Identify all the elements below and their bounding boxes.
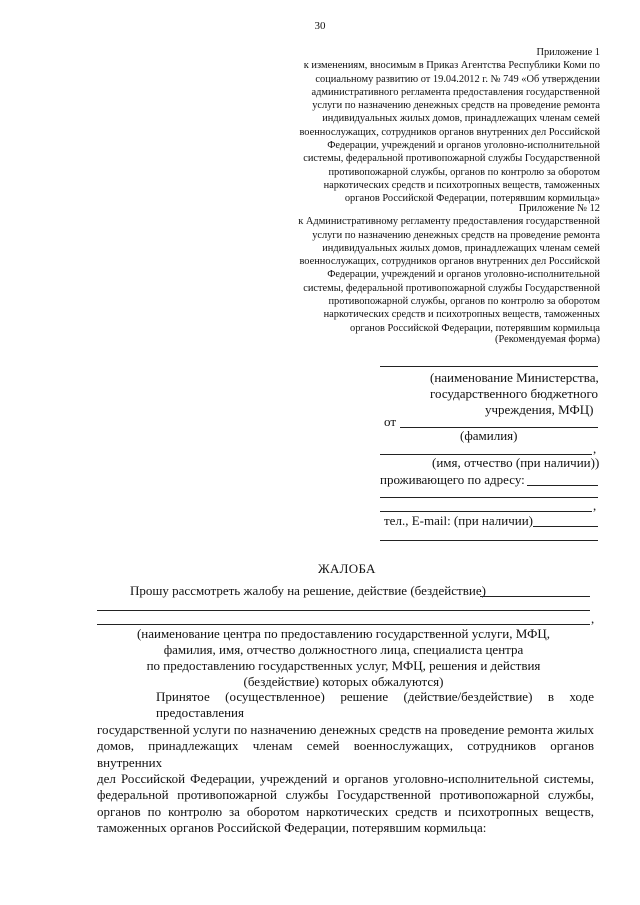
- ministry-caption-line: учреждения, МФЦ): [485, 402, 594, 417]
- appendix-12-block: [270, 202, 600, 335]
- ministry-caption-line: (наименование Министерства,: [430, 370, 599, 385]
- complaint-caption: [97, 626, 590, 690]
- ministry-caption-line: государственного бюджетного: [430, 386, 598, 401]
- appendix-12-line: к Административному регламенту предоставления государственной: [298, 216, 600, 228]
- appendix-12-line: органов Российской Федерации, потерявшим кормильца: [350, 322, 600, 334]
- complaint-body-line: таможенных органов Российской Федерации, потерявшим кормильца:: [97, 820, 487, 836]
- appendix-12-line: индивидуальных жилых домов, принадлежащих членам семей: [322, 242, 600, 254]
- ministry-name-field[interactable]: [380, 366, 598, 367]
- complaint-request-text: Прошу рассмотреть жалобу на решение, действие (бездействие): [130, 583, 486, 598]
- address-field-2[interactable]: [380, 497, 598, 498]
- surname-caption: (фамилия): [460, 428, 518, 443]
- from-label: от: [384, 414, 397, 429]
- appendix-12-line: услуги по назначению денежных средств на проведение ремонта: [312, 229, 600, 241]
- appendix-1-line: услуги по назначению денежных средств на проведение ремонта: [312, 100, 600, 112]
- complaint-body: [97, 689, 594, 837]
- address-field-3[interactable]: [380, 511, 592, 512]
- complaint-caption-line: фамилия, имя, отчество должностного лица, специалиста центра: [163, 642, 524, 657]
- appendix-1-block: [270, 46, 600, 206]
- appendix-1-line: Федерации, учреждений и органов уголовно-исполнительной: [327, 140, 600, 152]
- name-field-comma: ,: [593, 441, 597, 456]
- appendix-1-heading: Приложение 1: [536, 47, 600, 58]
- appendix-12-line: военнослужащих, сотрудников органов внутренних дел Российской: [299, 256, 600, 268]
- appendix-1-line: к изменениям, вносимым в Приказ Агентства Республики Коми по: [303, 60, 600, 72]
- complaint-body-line: дел Российской Федерации, учреждений и органов уголовно-исполнительной системы,: [97, 771, 594, 787]
- complaint-caption-line: по предоставлению государственных услуг, МФЦ, решения и действия: [146, 658, 541, 673]
- appendix-12-heading: Приложение № 12: [518, 203, 600, 214]
- complaint-caption-line: (наименование центра по предоставлению государственной услуги, МФЦ,: [136, 626, 551, 641]
- complaint-subject-comma: ,: [591, 611, 595, 626]
- name-caption: (имя, отчество (при наличии)): [432, 455, 600, 470]
- appendix-1-line: органов Российской Федерации, потерявшим кормильца»: [344, 193, 600, 205]
- phone-label: тел., E-mail: (при наличии): [384, 513, 533, 528]
- complaint-body-line: государственной услуги по назначению денежных средств на проведение ремонта жилых: [97, 721, 594, 737]
- complaint-body-line: федеральной противопожарной службы Государственной противопожарной службы,: [97, 787, 594, 803]
- complaint-body-line: домов, принадлежащих членам семей военнослужащих, сотрудников органов внутренних: [97, 738, 594, 770]
- complaint-subject-field-3[interactable]: [97, 624, 590, 625]
- complaint-body-line: Принятое (осуществленное) решение (действие/бездействие) в ходе предоставления: [156, 689, 594, 721]
- appendix-12-line: системы, федеральной противопожарной службы Государственной: [303, 282, 600, 294]
- phone-field[interactable]: [533, 526, 598, 527]
- appendix-1-line: системы, федеральной противопожарной службы Государственной: [303, 153, 600, 165]
- complaint-subject-field-1[interactable]: [480, 596, 590, 597]
- complaint-body-line: органов по контролю за оборотом наркотических средств и психотропных веществ,: [97, 803, 594, 819]
- phone-field-2[interactable]: [380, 540, 598, 541]
- complaint-subject-field-2[interactable]: [97, 610, 590, 611]
- appendix-1-line: социальному развитию от 19.04.2012 г. № 749 «Об утверждении: [315, 73, 600, 85]
- appendix-12-line: наркотических средств и психотропных веществ, таможенных: [323, 309, 600, 321]
- address-field-1[interactable]: [527, 485, 598, 486]
- appendix-1-line: противопожарной службы, органов по контролю за оборотом: [328, 166, 600, 178]
- appendix-12-line: Федерации, учреждений и органов уголовно-исполнительной: [327, 269, 600, 281]
- appendix-12-line: противопожарной службы, органов по контролю за оборотом: [328, 296, 600, 308]
- appendix-1-line: административного регламента предоставления государственной: [311, 86, 600, 98]
- complaint-caption-line: (бездействие) которых обжалуются): [243, 674, 444, 689]
- page-number: 30: [314, 20, 326, 32]
- appendix-1-line: военнослужащих, сотрудников органов внутренних дел Российской: [299, 126, 600, 138]
- appendix-1-line: наркотических средств и психотропных веществ, таможенных: [323, 179, 600, 191]
- appendix-1-line: индивидуальных жилых домов, принадлежащих членам семей: [322, 113, 600, 125]
- address-comma: ,: [593, 498, 597, 513]
- address-label: проживающего по адресу:: [380, 472, 525, 487]
- complaint-title: ЖАЛОБА: [318, 561, 376, 576]
- recommended-form-label: (Рекомендуемая форма): [495, 334, 600, 345]
